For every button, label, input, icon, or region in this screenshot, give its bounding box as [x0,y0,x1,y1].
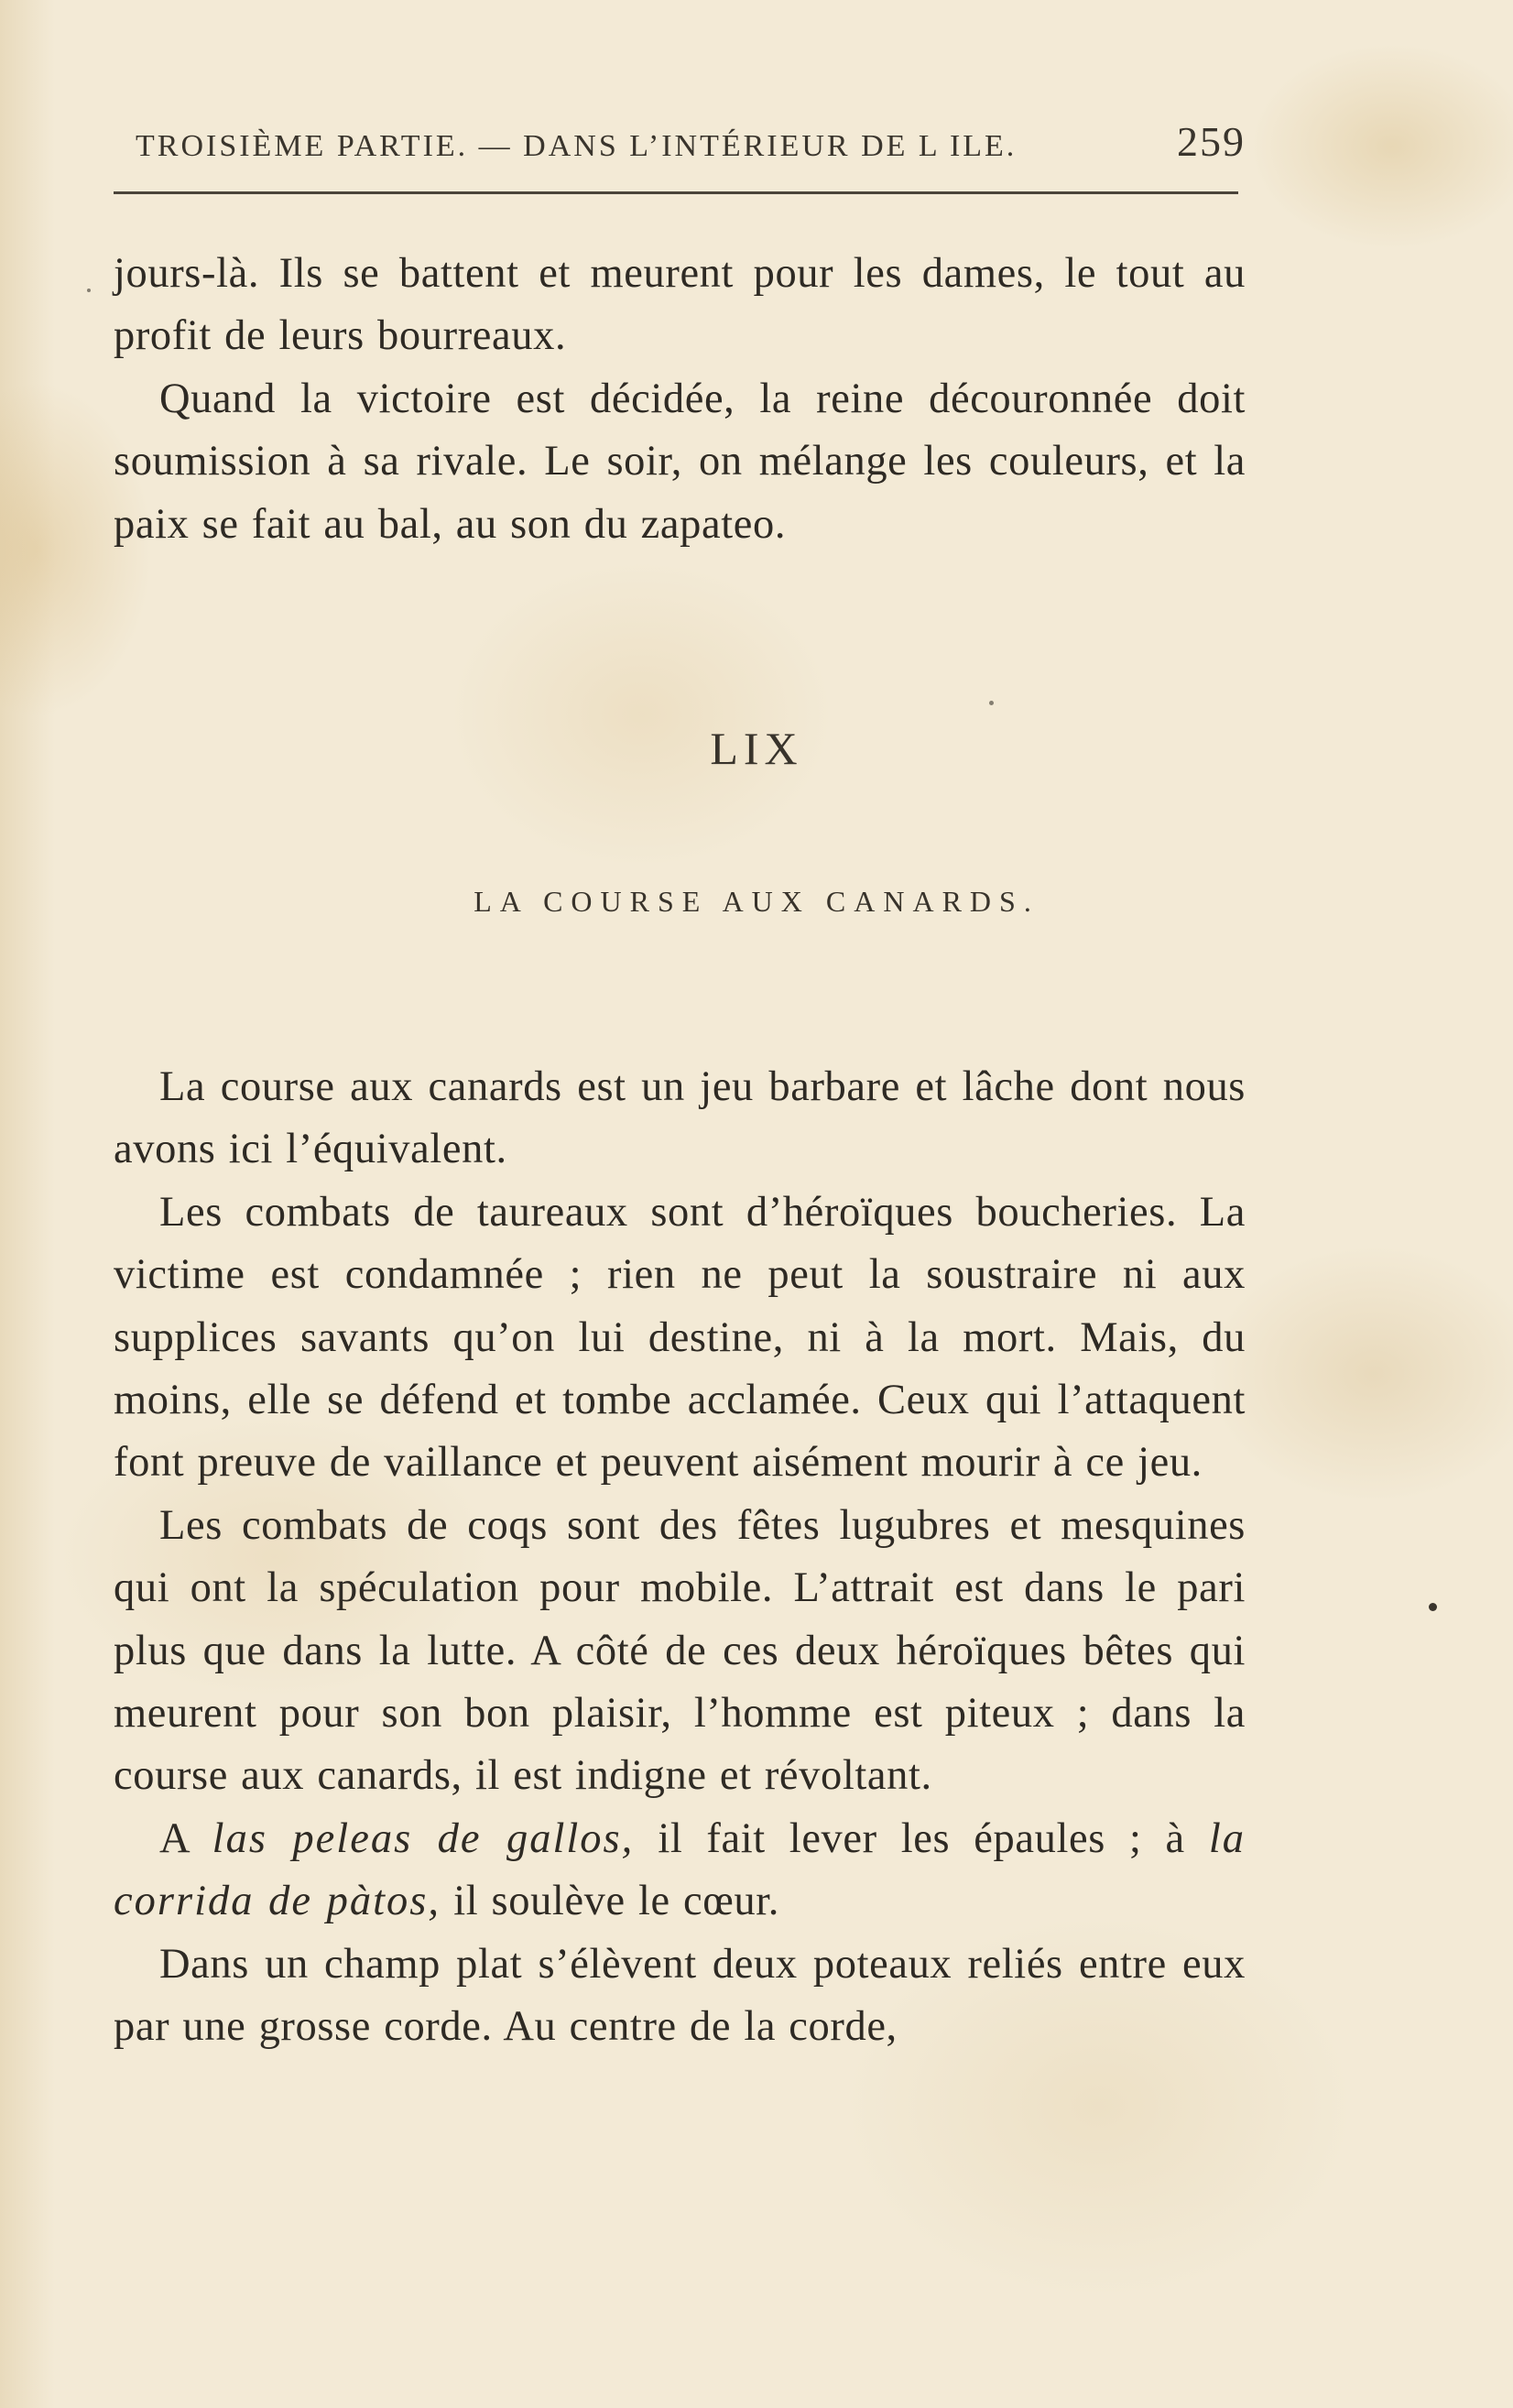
paragraph: Quand la victoire est décidée, la reine découronnée doit soumission à sa rivale. Le soir, on mélange les couleurs, et la paix se fait au bal, au son du zapateo. [114,375,1246,548]
text-run: A [159,1814,189,1862]
ink-speck [1429,1603,1437,1611]
italic-phrase: la corrida de pàtos, [114,1814,1246,1925]
text-run: il fait lever les épaules ; à [658,1814,1185,1862]
ink-speck [989,701,994,705]
paragraph: Dans un champ plat s’élèvent deux poteaux reliés entre eux par une grosse corde. Au centre de la corde, [114,1940,1246,2051]
opening-text [114,243,1246,556]
chapter-text [114,1056,1246,2059]
paragraph: Les combats de taureaux sont d’héroïques boucheries. La victime est condamnée ; rien ne peut la soustraire ni aux supplices savants qu’on lui destine, ni à la mort. Mais, du moins, elle se défend et tombe acclamée. Ceux qui l’attaquent font preuve de vaillance et peuvent aisément mourir à ce jeu. [114,1188,1246,1487]
chapter-title: LA COURSE AUX CANARDS. [473,885,1040,918]
paragraph: Les combats de coqs sont des fêtes lugubres et mesquines qui ont la spéculation pour mobile. L’attrait est dans le pari plus que dans la lutte. A côté de ces deux héroïques bêtes qui meurent pour son bon plaisir, l’homme est piteux ; dans la course aux canards, il est indigne et révoltant. [114,1501,1246,1800]
chapter-number: LIX [710,723,803,774]
paragraph: La course aux canards est un jeu barbare et lâche dont nous avons ici l’équivalent. [114,1063,1246,1173]
header-rule [114,191,1238,194]
paragraph-continued: jours-là. Ils se battent et meurent pour les dames, le tout au profit de leurs bourreaux. [114,250,1246,360]
text-run: il soulève le cœur. [453,1878,779,1925]
running-title: TROISIÈME PARTIE. — DANS L’INTÉRIEUR DE L ILE. [136,129,1018,163]
italic-phrase: las peleas de gallos, [212,1814,635,1862]
paragraph-with-italics [114,1808,1246,1934]
ink-speck [87,289,91,292]
running-head [136,117,1246,166]
page-number: 259 [1177,118,1246,165]
